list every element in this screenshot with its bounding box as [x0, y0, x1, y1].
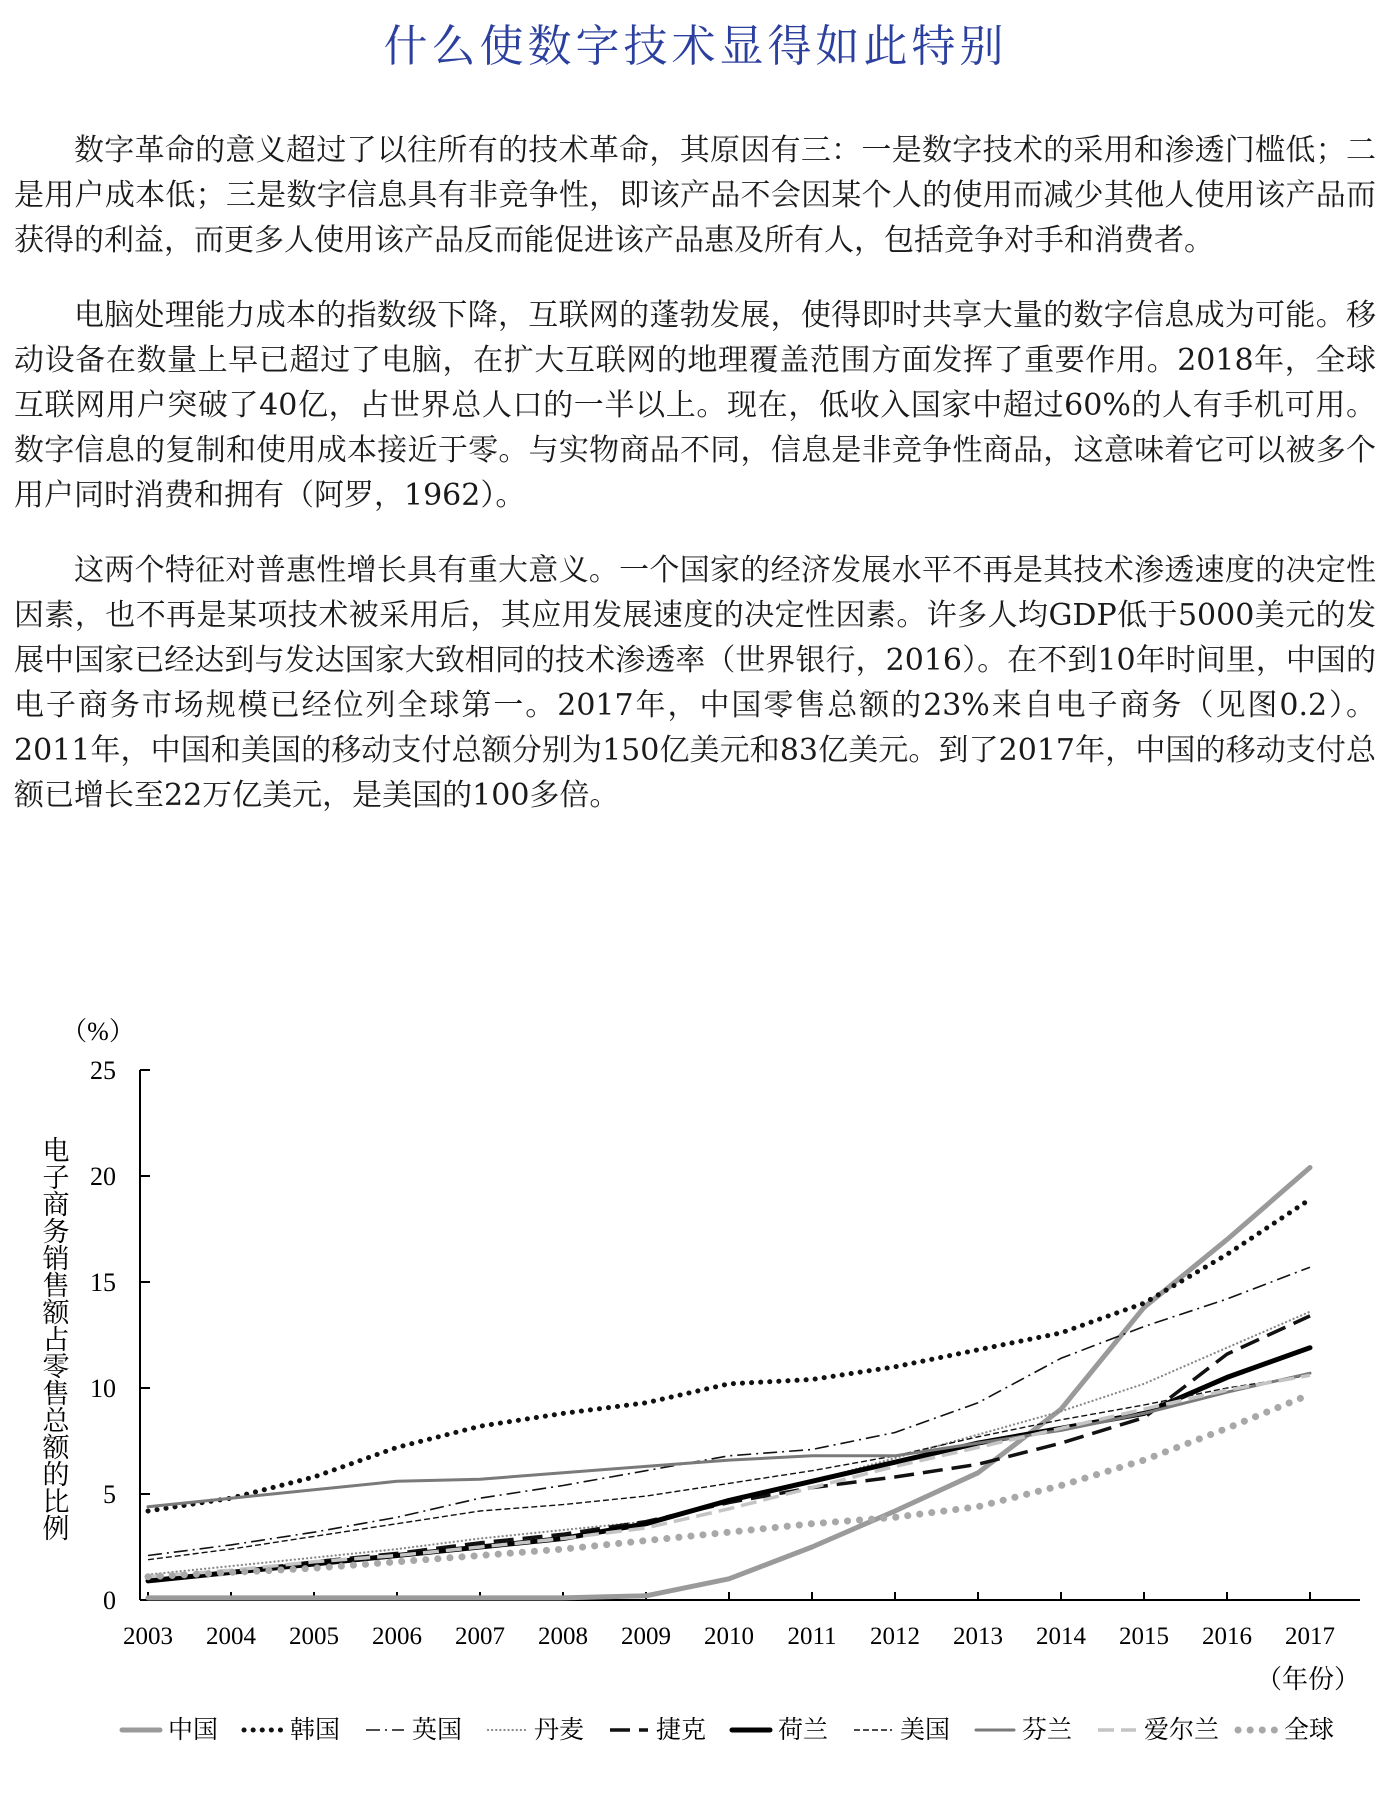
legend-label: 全球 [1284, 1717, 1335, 1744]
chart [0, 1000, 1391, 1790]
ticks-layer [90, 1056, 1335, 1650]
paragraph: 数字革命的意义超过了以往所有的技术革命，其原因有三：一是数字技术的采用和渗透门槛低；二是用户成本低；三是数字信息具有非竞争性，即该产品不会因某个人的使用而减少其他人使用该产品而获得的利益，而更多人使用该产品反而能促进该产品惠及所有人，包括竞争对手和消费者。 [14, 133, 1376, 258]
x-tick-label: 2008 [538, 1623, 588, 1650]
legend-label: 美国 [900, 1717, 951, 1744]
body-text [14, 128, 1376, 848]
page-title: 什么使数字技术显得如此特别 [383, 21, 1008, 72]
series-line-芬兰 [148, 1373, 1310, 1507]
x-tick-label: 2004 [206, 1623, 256, 1650]
x-tick-label: 2007 [455, 1623, 505, 1650]
legend-item [976, 1716, 1072, 1744]
legend-item [1238, 1716, 1334, 1744]
legend-item [732, 1716, 828, 1744]
x-tick-label: 2009 [621, 1623, 671, 1650]
legend-label: 捷克 [656, 1717, 707, 1744]
series-line-荷兰 [148, 1348, 1310, 1581]
legend-label: 荷兰 [778, 1717, 829, 1744]
series-layer [148, 1168, 1310, 1598]
y-unit-label: （%） [61, 1017, 135, 1046]
y-tick-label: 10 [90, 1374, 116, 1403]
legend-label: 丹麦 [534, 1717, 585, 1744]
legend [122, 1716, 1334, 1744]
y-tick-label: 25 [90, 1056, 116, 1085]
legend-item [488, 1716, 584, 1744]
legend-item [122, 1716, 218, 1744]
legend-label: 爱尔兰 [1144, 1717, 1220, 1744]
paragraph: 电脑处理能力成本的指数级下降，互联网的蓬勃发展，使得即时共享大量的数字信息成为可能。移动设备在数量上早已超过了电脑，在扩大互联网的地理覆盖范围方面发挥了重要作用。2018年，全球互联网用户突破了40亿，占世界总人口的一半以上。现在，低收入国家中超过60%的人有手机可用。数字信息的复制和使用成本接近于零。与实物商品不同，信息是非竞争性商品，这意味着它可以被多个用户同时消费和拥有（阿罗，1962）。 [14, 298, 1376, 513]
x-tick-label: 2016 [1202, 1623, 1252, 1650]
axes-layer [43, 1017, 1361, 1694]
series-line-韩国 [148, 1199, 1310, 1511]
y-axis-title: 电子商务销售额占零售总额的比例 [42, 1136, 70, 1544]
x-tick-label: 2017 [1285, 1623, 1335, 1650]
x-tick-label: 2013 [953, 1623, 1003, 1650]
y-tick-label: 5 [103, 1480, 116, 1509]
legend-label: 中国 [168, 1717, 219, 1744]
x-tick-label: 2010 [704, 1623, 754, 1650]
series-line-爱尔兰 [148, 1375, 1310, 1576]
x-tick-label: 2014 [1036, 1623, 1086, 1650]
chart-svg [0, 1000, 1391, 1790]
legend-item [610, 1716, 706, 1744]
legend-label: 英国 [412, 1717, 463, 1744]
y-tick-label: 20 [90, 1162, 116, 1191]
x-tick-label: 2005 [289, 1623, 339, 1650]
legend-item [1098, 1716, 1219, 1744]
legend-label: 芬兰 [1022, 1717, 1073, 1744]
x-tick-label: 2006 [372, 1623, 422, 1650]
legend-item [366, 1716, 462, 1744]
x-unit-label: （年份） [1255, 1665, 1361, 1694]
x-tick-label: 2003 [123, 1623, 173, 1650]
y-tick-label: 15 [90, 1268, 116, 1297]
paragraph: 这两个特征对普惠性增长具有重大意义。一个国家的经济发展水平不再是其技术渗透速度的决定性因素，也不再是某项技术被采用后，其应用发展速度的决定性因素。许多人均GDP低于5000美元的发展中国家已经达到与发达国家大致相同的技术渗透率（世界银行，2016）。在不到10年时间里，中国的电子商务市场规模已经位列全球第一。2017年，中国零售总额的23%来自电子商务（见图0.2）。2011年，中国和美国的移动支付总额分别为150亿美元和83亿美元。到了2017年，中国的移动支付总额已增长至22万亿美元，是美国的100多倍。 [14, 553, 1376, 813]
legend-item [854, 1716, 950, 1744]
legend-item [244, 1716, 340, 1744]
legend-label: 韩国 [290, 1717, 341, 1744]
x-tick-label: 2011 [787, 1623, 837, 1650]
y-tick-label: 0 [103, 1586, 116, 1615]
x-tick-label: 2012 [870, 1623, 920, 1650]
series-line-捷克 [148, 1316, 1310, 1581]
x-tick-label: 2015 [1119, 1623, 1169, 1650]
